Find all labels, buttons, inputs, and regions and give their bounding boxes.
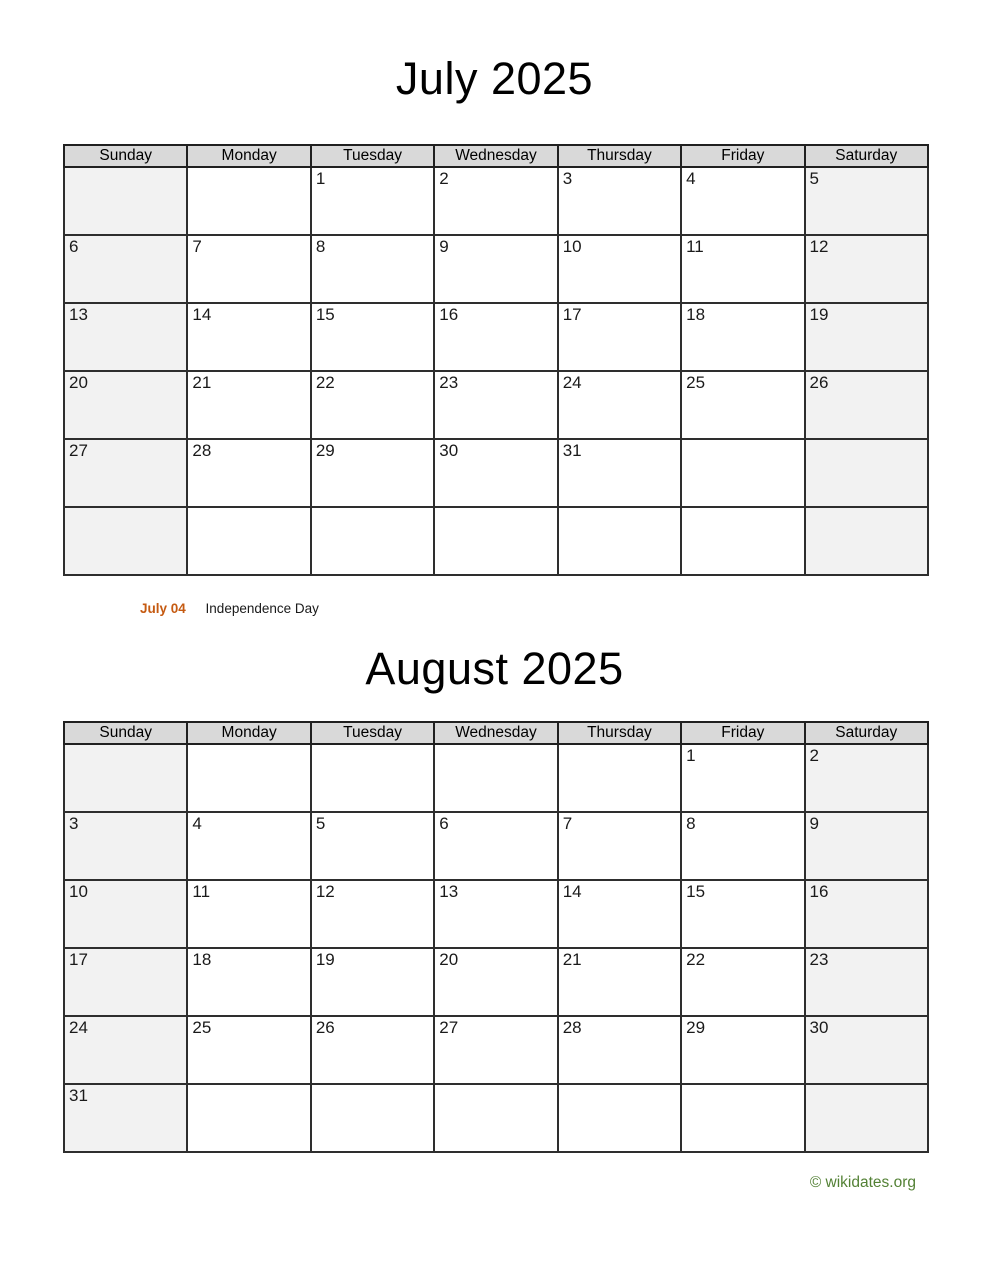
day-header-row [64,145,928,167]
empty-day-cell [64,167,187,235]
day-cell-30: 30 [434,439,557,507]
week-row [64,1016,928,1084]
day-cell-17: 17 [64,948,187,1016]
empty-day-cell [64,744,187,812]
day-cell-13: 13 [64,303,187,371]
day-cell-15: 15 [311,303,434,371]
empty-day-cell [187,1084,310,1152]
day-cell-4: 4 [681,167,804,235]
copyright: © wikidates.org [809,1174,916,1191]
day-cell-29: 29 [311,439,434,507]
holiday-name: Independence Day [205,601,319,616]
day-cell-20: 20 [64,371,187,439]
day-cell-10: 10 [64,880,187,948]
week-row [64,439,928,507]
day-cell-20: 20 [434,948,557,1016]
day-cell-27: 27 [64,439,187,507]
calendar-month-july [0,50,989,617]
week-row [64,948,928,1016]
day-cell-28: 28 [558,1016,681,1084]
day-cell-16: 16 [805,880,928,948]
day-header-sunday: Sunday [64,722,187,744]
day-cell-16: 16 [434,303,557,371]
day-cell-23: 23 [805,948,928,1016]
empty-day-cell [311,744,434,812]
day-cell-23: 23 [434,371,557,439]
july-calendar-table [63,144,929,576]
day-cell-21: 21 [558,948,681,1016]
august-calendar-table [63,721,929,1153]
week-row [64,303,928,371]
day-cell-18: 18 [681,303,804,371]
empty-day-cell [681,439,804,507]
day-header-saturday: Saturday [805,145,928,167]
page-title-july: July 2025 [395,53,594,104]
week-row [64,1084,928,1152]
day-cell-2: 2 [805,744,928,812]
holiday-note [140,600,989,617]
day-cell-15: 15 [681,880,804,948]
empty-day-cell [187,507,310,575]
day-cell-5: 5 [311,812,434,880]
empty-day-cell [805,507,928,575]
day-header-row [64,722,928,744]
day-header-thursday: Thursday [558,145,681,167]
day-cell-12: 12 [805,235,928,303]
day-header-monday: Monday [187,145,310,167]
day-cell-22: 22 [311,371,434,439]
day-cell-31: 31 [64,1084,187,1152]
day-cell-27: 27 [434,1016,557,1084]
day-cell-8: 8 [681,812,804,880]
week-row [64,744,928,812]
day-cell-12: 12 [311,880,434,948]
day-cell-7: 7 [187,235,310,303]
day-cell-26: 26 [805,371,928,439]
empty-day-cell [311,1084,434,1152]
empty-day-cell [558,507,681,575]
day-cell-28: 28 [187,439,310,507]
day-cell-6: 6 [434,812,557,880]
empty-day-cell [311,507,434,575]
day-header-wednesday: Wednesday [434,722,557,744]
day-cell-25: 25 [187,1016,310,1084]
week-row [64,235,928,303]
day-cell-30: 30 [805,1016,928,1084]
week-row [64,167,928,235]
day-cell-19: 19 [805,303,928,371]
day-cell-25: 25 [681,371,804,439]
day-cell-19: 19 [311,948,434,1016]
day-cell-29: 29 [681,1016,804,1084]
day-cell-14: 14 [187,303,310,371]
day-cell-6: 6 [64,235,187,303]
day-cell-10: 10 [558,235,681,303]
week-row [64,880,928,948]
empty-day-cell [434,744,557,812]
day-cell-2: 2 [434,167,557,235]
empty-day-cell [187,744,310,812]
day-cell-13: 13 [434,880,557,948]
day-cell-9: 9 [434,235,557,303]
empty-day-cell [681,507,804,575]
empty-day-cell [558,744,681,812]
day-cell-11: 11 [187,880,310,948]
day-header-tuesday: Tuesday [311,145,434,167]
page-title-august: August 2025 [365,643,624,694]
week-row [64,371,928,439]
week-row [64,507,928,575]
day-header-friday: Friday [681,145,804,167]
day-cell-24: 24 [64,1016,187,1084]
day-header-wednesday: Wednesday [434,145,557,167]
day-cell-1: 1 [681,744,804,812]
empty-day-cell [434,507,557,575]
day-header-thursday: Thursday [558,722,681,744]
empty-day-cell [805,439,928,507]
empty-day-cell [681,1084,804,1152]
day-header-monday: Monday [187,722,310,744]
day-cell-18: 18 [187,948,310,1016]
empty-day-cell [558,1084,681,1152]
day-cell-22: 22 [681,948,804,1016]
day-cell-3: 3 [558,167,681,235]
day-cell-5: 5 [805,167,928,235]
day-header-sunday: Sunday [64,145,187,167]
week-row [64,812,928,880]
day-header-tuesday: Tuesday [311,722,434,744]
calendar-month-august [0,640,989,1153]
day-cell-21: 21 [187,371,310,439]
empty-day-cell [805,1084,928,1152]
day-cell-3: 3 [64,812,187,880]
day-cell-31: 31 [558,439,681,507]
holiday-date-label: July 04 [140,601,186,616]
day-cell-7: 7 [558,812,681,880]
day-header-friday: Friday [681,722,804,744]
day-cell-14: 14 [558,880,681,948]
day-cell-1: 1 [311,167,434,235]
day-cell-24: 24 [558,371,681,439]
day-cell-8: 8 [311,235,434,303]
empty-day-cell [187,167,310,235]
day-cell-9: 9 [805,812,928,880]
empty-day-cell [434,1084,557,1152]
day-cell-4: 4 [187,812,310,880]
day-cell-17: 17 [558,303,681,371]
day-cell-26: 26 [311,1016,434,1084]
empty-day-cell [64,507,187,575]
day-cell-11: 11 [681,235,804,303]
day-header-saturday: Saturday [805,722,928,744]
